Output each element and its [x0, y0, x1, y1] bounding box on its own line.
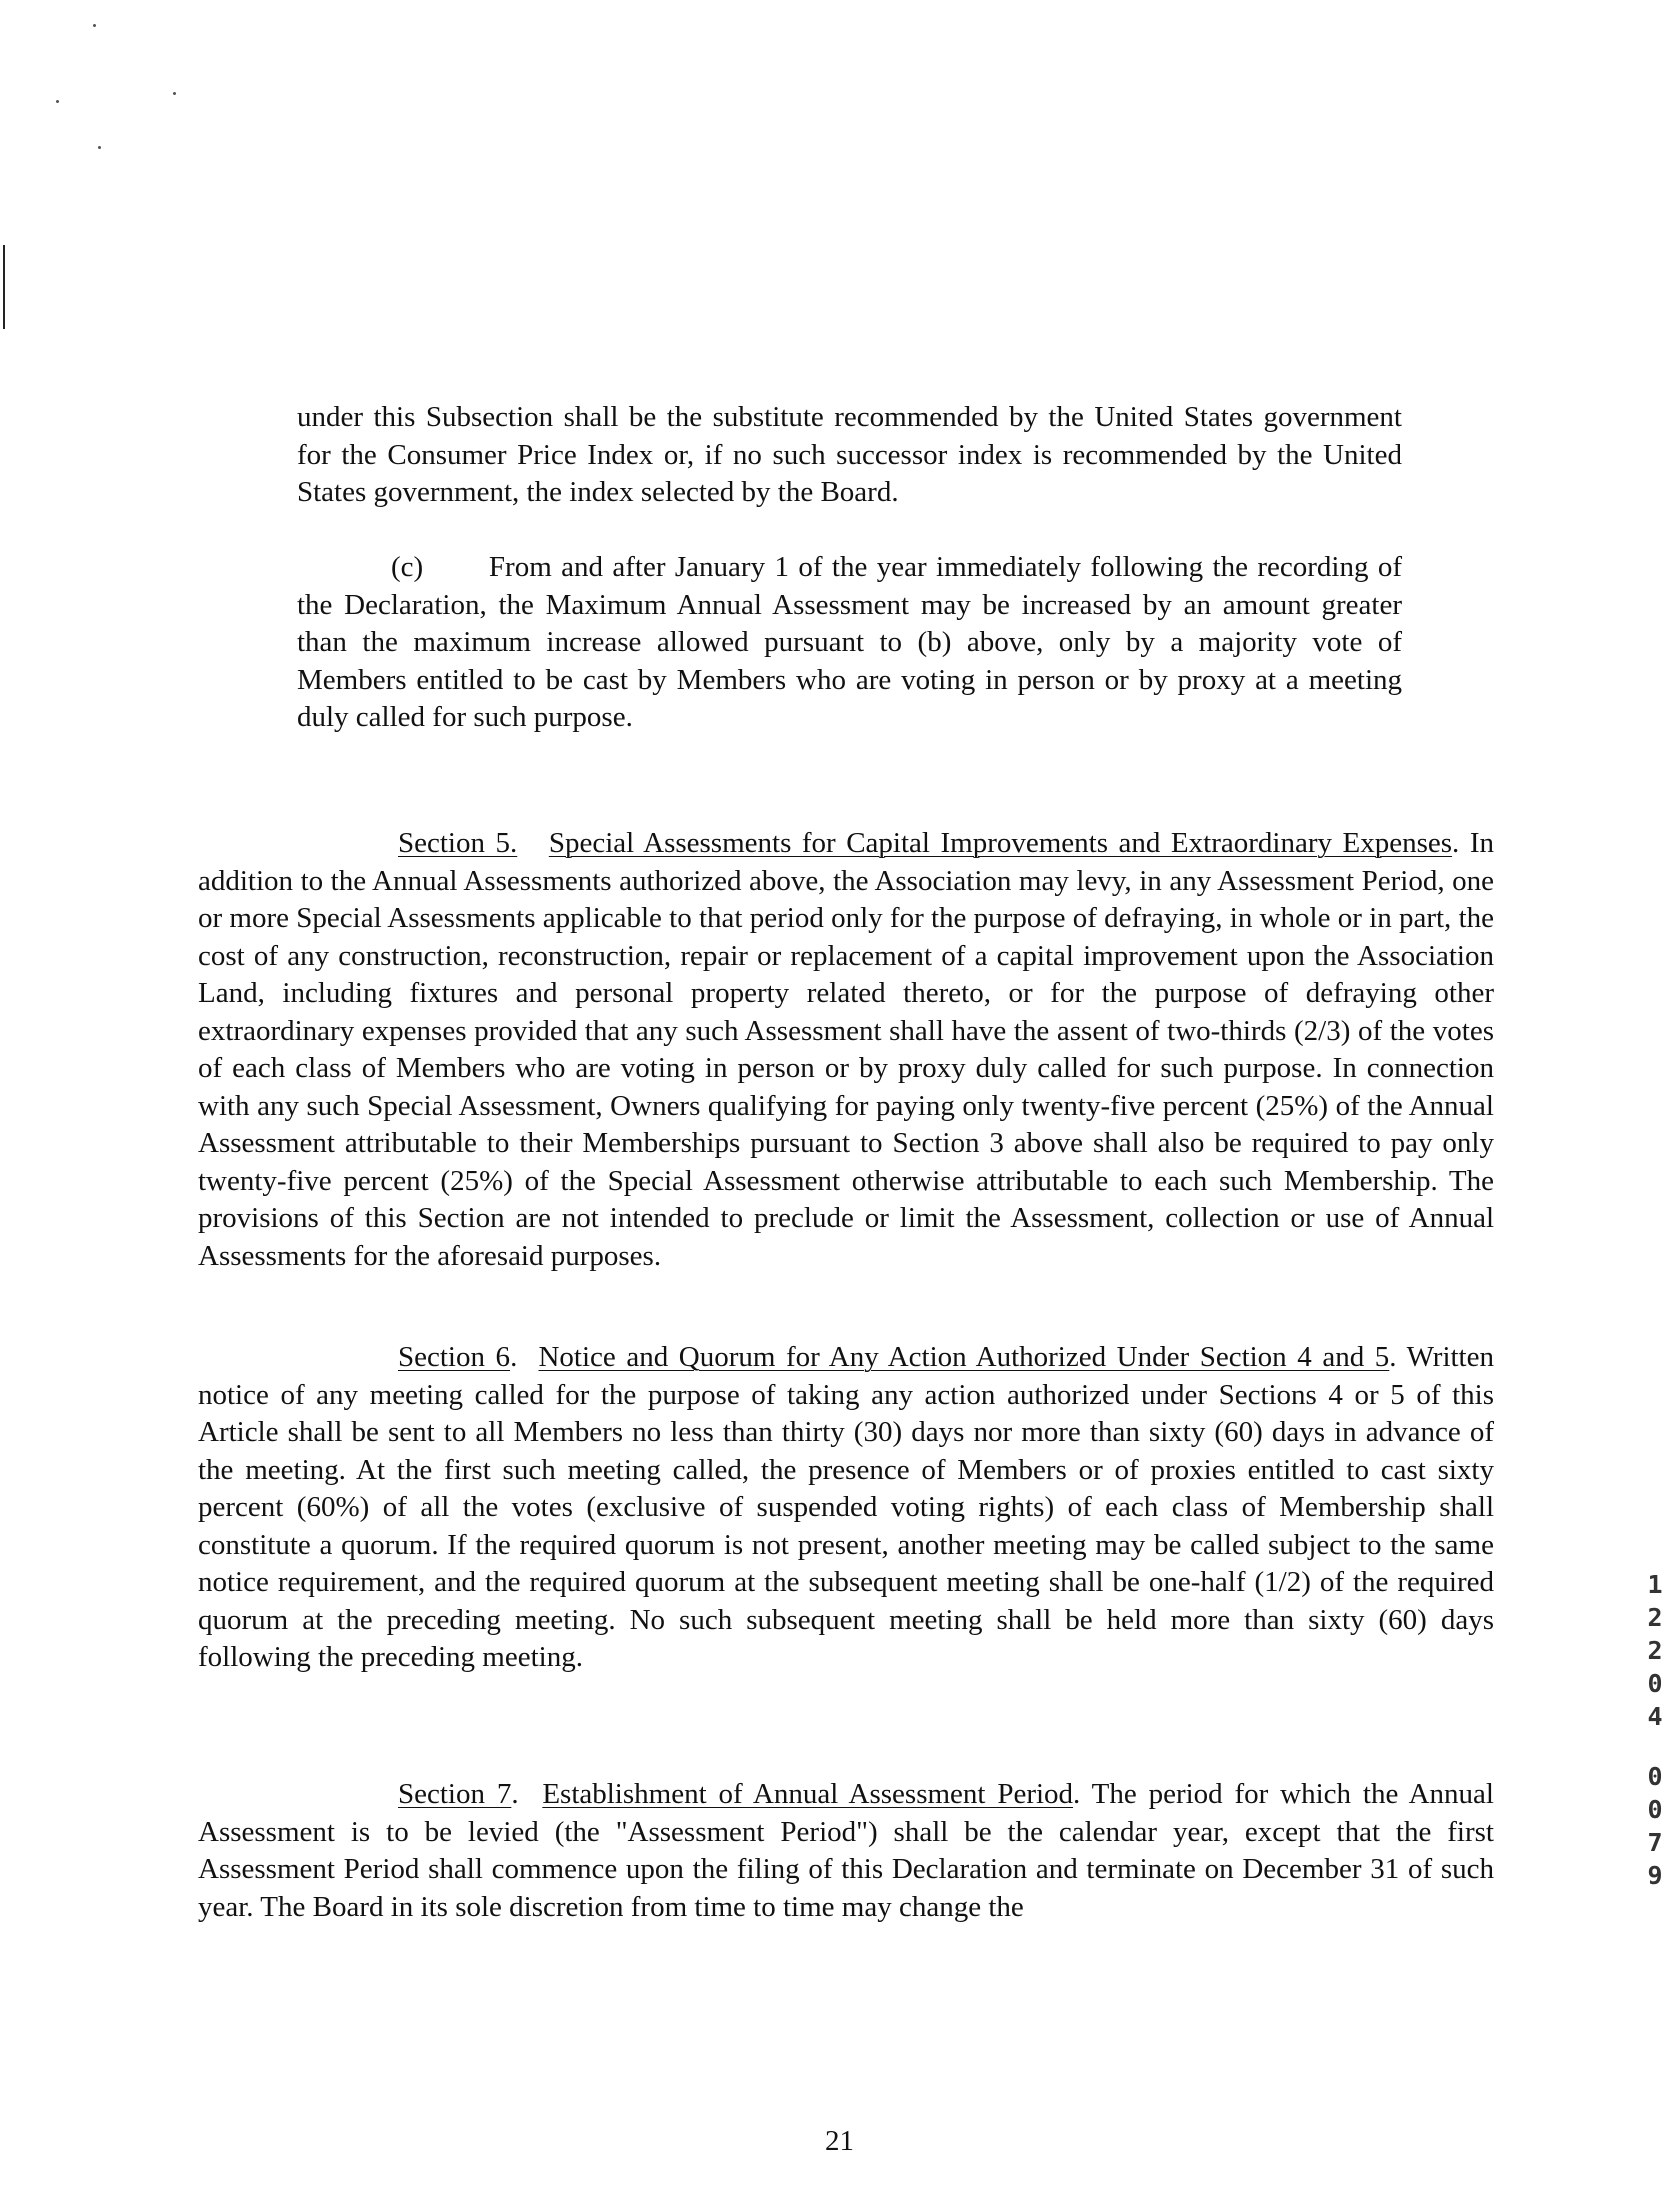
- scan-speck: [98, 146, 101, 149]
- section-body: . In addition to the Annual Assessments authorized above, the Association may levy, in any Assessment Period, one or more Special Assessments applicable to that period only for the purpose of defraying, in whole or in part, the cost of any construction, reconstruction, repair or replacement of a capital improvement upon the Association Land, including fixtures and personal property related thereto, or for the purpose of defraying other extraordinary expenses provided that any such Assessment shall have the assent of two-thirds (2/3) of the votes of each class of Members who are voting in person or by proxy duly called for such purpose. In connection with any such Special Assessment, Owners qualifying for paying only twenty-five percent (25%) of the Annual Assessment attributable to their Memberships pursuant to Section 3 above shall also be required to pay only twenty-five percent (25%) of the Special Assessment otherwise attributable to each such Membership. The provisions of this Section are not intended to preclude or limit the Assessment, collection or use of Annual Assessments for the aforesaid purposes.: [198, 827, 1494, 1272]
- section-title: Establishment of Annual Assessment Period: [542, 1778, 1074, 1810]
- subsection-text: From and after January 1 of the year immediately following the recording of the Declaration, the Maximum Annual Assessment may be increased by an amount greater than the maximum increase allowed pursuant to (b) above, only by a majority vote of Members entitled to be cast by Members who are voting in person or by proxy at a meeting duly called for such purpose.: [297, 551, 1402, 733]
- stamp-digit: 2: [1647, 1603, 1663, 1632]
- scan-speck: [93, 24, 96, 27]
- stamp-digit: 4: [1647, 1702, 1663, 1731]
- paragraph-section-7: Section 7. Establishment of Annual Assessment Period. The period for which the Annual Assessment is to be levied (the "Assessment Period") shall be the calendar year, except that the first Assessment Period shall commence upon the filing of this Declaration and terminate on December 31 of such year. The Board in its sole discretion from time to time may change the: [198, 1778, 1494, 1923]
- section-body: . Written notice of any meeting called for the purpose of taking any action authorized under Sections 4 or 5 of this Article shall be sent to all Members no less than thirty (30) days nor more than sixty (60) days in advance of the meeting. At the first such meeting called, the presence of Members or of proxies entitled to cast sixty percent (60%) of all the votes (exclusive of suspended voting rights) of each class of Membership shall constitute a quorum. If the required quorum is not present, another meeting may be called subject to the same notice requirement, and the required quorum at the subsequent meeting shall be one-half (1/2) of the required quorum at the preceding meeting. No such subsequent meeting shall be held more than sixty (60) days following the preceding meeting.: [198, 1341, 1494, 1673]
- paragraph-section-5: [198, 825, 1494, 1275]
- scan-margin-mark: [3, 245, 5, 329]
- stamp-digit: 0: [1647, 1762, 1663, 1791]
- paragraph-continuation: under this Subsection shall be the substitute recommended by the United States government for the Consumer Price Index or, if no such successor index is recommended by the United States government, the index selected by the Board.: [297, 401, 1402, 508]
- section-number: Section 6: [398, 1341, 511, 1373]
- stamp-digit: 0: [1647, 1795, 1663, 1824]
- stamp-digit: 9: [1647, 1861, 1663, 1890]
- section-body: . The period for which the Annual Assessment is to be levied (the "Assessment Period") shall be the calendar year, except that the first Assessment Period shall commence upon the filing of this Declaration and terminate on December 31 of such year. The Board in its sole discretion from time to time may change the: [198, 1778, 1494, 1923]
- stamp-gap: [1640, 1733, 1670, 1760]
- section-number: Section 7: [398, 1778, 512, 1810]
- section-title: Special Assessments for Capital Improvements and Extraordinary Expenses: [548, 827, 1453, 859]
- paragraph-section-6: Section 6. Notice and Quorum for Any Action Authorized Under Section 4 and 5. Written notice of any meeting called for the purpose of taking any action authorized under Sections 4 or 5 of this Article shall be sent to all Members no less than thirty (30) days nor more than sixty (60) days in advance of the meeting. At the first such meeting called, the presence of Members or of proxies entitled to cast sixty percent (60%) of all the votes (exclusive of suspended voting rights) of each class of Membership shall constitute a quorum. If the required quorum is not present, another meeting may be called subject to the same notice requirement, and the required quorum at the subsequent meeting shall be one-half (1/2) of the required quorum at the preceding meeting. No such subsequent meeting shall be held more than sixty (60) days following the preceding meeting.: [198, 1341, 1494, 1673]
- scan-speck: [173, 92, 176, 95]
- stamp-digit: 7: [1647, 1828, 1663, 1857]
- stamp-digit: 1: [1647, 1570, 1663, 1599]
- section-title: Notice and Quorum for Any Action Authorized Under Section 4 and 5: [538, 1341, 1390, 1373]
- recording-stamp: [1640, 1568, 1670, 1892]
- section-number: Section 5.: [398, 827, 518, 859]
- subsection-label: (c): [391, 551, 424, 583]
- page-number: 21: [825, 2125, 854, 2157]
- paragraph-subsection-c: [297, 549, 1402, 737]
- scan-speck: [56, 100, 59, 103]
- stamp-digit: 2: [1647, 1636, 1663, 1665]
- stamp-digit: 0: [1647, 1669, 1663, 1698]
